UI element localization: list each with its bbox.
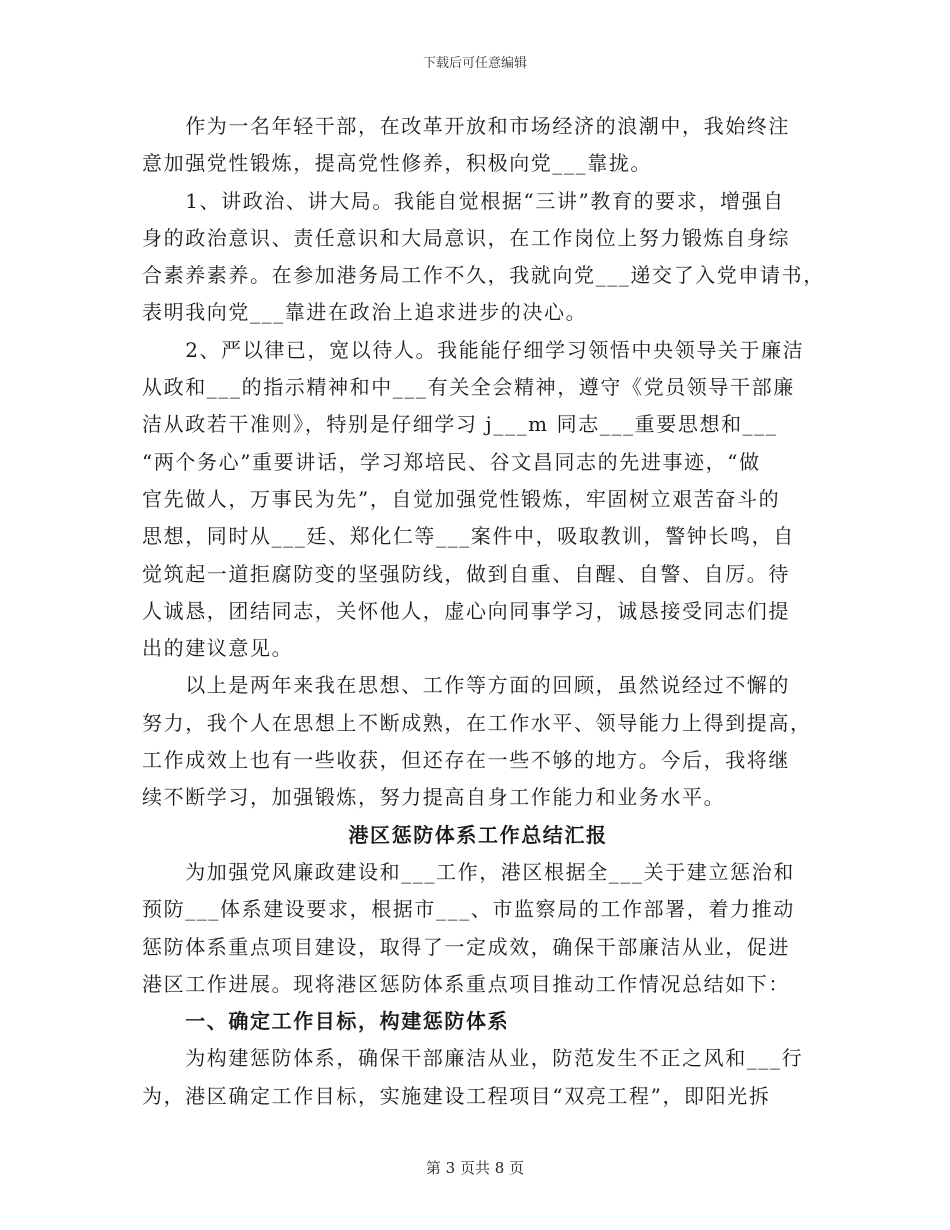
text-line: 表明我向党___靠进在政治上追求进步的决心。	[142, 300, 588, 325]
text-line: 努力，我个人在思想上不断成熟，在工作水平、领导能力上得到提高，	[142, 710, 812, 735]
text-line: 2、严以律已，宽以待人。我能能仔细学习领悟中央领导关于廉洁	[142, 337, 805, 362]
text-line: 思想，同时从___廷、郑化仁等___案件中，吸取教训，警钟长鸣，自	[142, 524, 795, 549]
text-line: 出的建议意见。	[142, 636, 294, 661]
page-number: 第 3 页共 8 页	[425, 1159, 525, 1177]
page-header-note: 下载后可任意编辑	[422, 56, 527, 71]
text-line: 人诚恳，团结同志，关怀他人，虚心向同事学习，诚恳接受同志们提	[142, 598, 790, 623]
text-line: 为构建惩防体系，确保干部廉洁从业，防范发生不正之风和___行	[142, 1046, 804, 1071]
text-line: 官先做人，万事民为先”，自觉加强党性锻炼，牢固树立艰苦奋斗的	[142, 486, 781, 511]
text-line: 预防___体系建设要求，根据市___、市监察局的工作部署，着力推动	[142, 897, 795, 922]
text-line: 港区工作进展。现将港区惩防体系重点项目推动工作情况总结如下：	[142, 971, 790, 996]
text-line: 1、讲政治、讲大局。我能自觉根据“三讲”教育的要求，增强自	[142, 188, 785, 213]
text-line: 为加强党风廉政建设和___工作，港区根据全___关于建立惩治和	[142, 859, 795, 884]
document-body	[142, 108, 825, 1115]
text-line: 合素养素养。在参加港务局工作不久，我就向党___递交了入党申请书，	[142, 263, 825, 288]
text-line: 续不断学习，加强锻炼，努力提高自身工作能力和业务水平。	[142, 785, 726, 810]
text-line: 从政和___的指示精神和中___有关全会精神，遵守《党员领导干部廉	[142, 375, 795, 400]
text-line: 工作成效上也有一些收获，但还存在一些不够的地方。今后，我将继	[142, 748, 790, 773]
text-line: 以上是两年来我在思想、工作等方面的回顾，虽然说经过不懈的	[142, 673, 790, 698]
text-line: 身的政治意识、责任意识和大局意识，在工作岗位上努力锻炼自身综	[142, 225, 790, 250]
text-line: “两个务心”重要讲话，学习郑培民、谷文昌同志的先进事迹，“做	[142, 449, 761, 474]
text-line: 洁从政若干准则》，特别是仔细学习 j___m 同志___重要思想和___	[142, 412, 778, 437]
section-title: 港区惩防体系工作总结汇报	[348, 822, 608, 847]
text-line: 惩防体系重点项目建设，取得了一定成效，确保干部廉洁从业，促进	[142, 934, 790, 959]
text-line: 意加强党性锻炼，提高党性修养，积极向党___靠拢。	[142, 151, 652, 176]
text-line: 为，港区确定工作目标，实施建设工程项目“双亮工程”，即阳光拆	[142, 1083, 771, 1108]
text-line: 觉筑起一道拒腐防变的坚强防线，做到自重、自醒、自警、自厉。待	[142, 561, 790, 586]
section-heading: 一、确定工作目标，构建惩防体系	[142, 1009, 510, 1034]
text-line: 作为一名年轻干部，在改革开放和市场经济的浪潮中，我始终注	[142, 114, 790, 138]
